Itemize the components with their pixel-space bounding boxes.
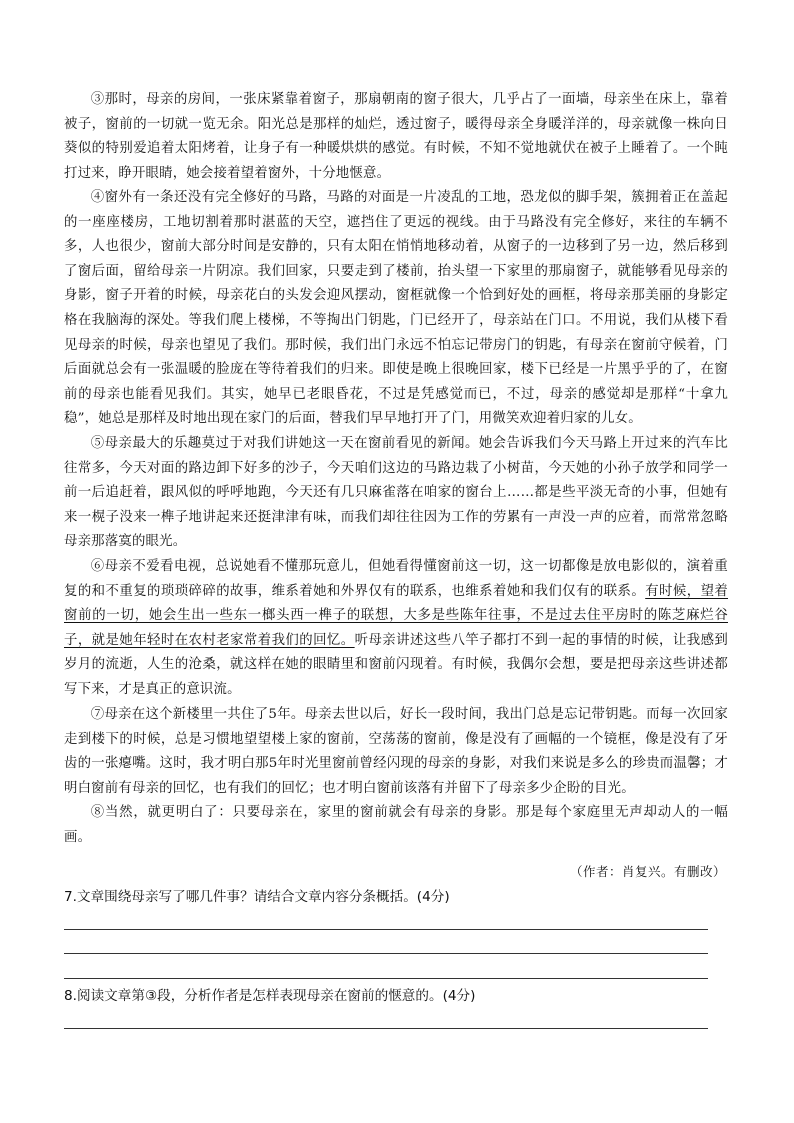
paragraph-6-text-b: 听母亲讲述这些八竿子都打不到一起的事情的时候，让我感到岁月的流逝，人生的沧桑，就这样在她的眼睛里和窗前闪现着。有时候，我偶尔会想，要是把母亲这些讲述都写下来，才是真正的意识流。 xyxy=(64,632,728,697)
paragraph-7: ⑦母亲在这个新楼里一共住了5年。母亲去世以后，好长一段时间，我出门总是忘记带钥匙。而每一次回家走到楼下的时候，总是习惯地望望楼上家的窗前，空荡荡的窗前，像是没有了画幅的一个镜框，像是没有了牙齿的一张瘪嘴。这时，我才明白那5年时光里窗前曾经闪现的母亲的身影，对我们来说是多么的珍贵而温馨；才明白窗前有母亲的回忆，也有我们的回忆；也才明白窗前该落有并留下了母亲多少企盼的目光。 xyxy=(64,707,728,796)
question-7: 7.文章围绕母亲写了哪几件事？请结合文章内容分条概括。(4分) xyxy=(64,889,450,905)
paragraph-6-text-a: ⑥母亲不爱看电视，总说她看不懂那玩意儿，但她看得懂窗前这一切，这一切都像是放电影似的，演着重复的和不重复的琐琐碎碎的故事，维系着她和外界仅有的联系，也维系着她和我们仅有的联系。 xyxy=(64,559,728,599)
paragraph-3: ③那时，母亲的房间，一张床紧靠着窗子，那扇朝南的窗子很大，几乎占了一面墙，母亲坐在床上，靠着被子，窗前的一切就一览无余。阳光总是那样的灿烂，透过窗子，暖得母亲全身暖洋洋的，母亲就像一株向日葵似的特别爱追着太阳烤着，让身子有一种暖烘烘的感觉。有时候，不知不觉地就伏在被子上睡着了。一个盹打过来，睁开眼睛，她会接着望着窗外，十分地惬意。 xyxy=(64,92,728,181)
answer-line-q7-2[interactable] xyxy=(64,953,708,954)
paragraph-6-underlined-sentence: 有时候，望着窗前的一切，她会生出一些东一榔头西一榫子的联想，大多是些陈年往事，不是过去住平房时的陈芝麻烂谷子，就是她年轻时在农村老家常着我们的回忆。 xyxy=(64,583,729,648)
paragraph-5: ⑤母亲最大的乐趣莫过于对我们讲她这一天在窗前看见的新闻。她会告诉我们今天马路上开过来的汽车比往常多，今天对面的路边卸下好多的沙子，今天咱们这边的马路边栽了小树苗，今天她的小孙子放学和同学一前一后追赶着，跟风似的呼呼地跑，今天还有几只麻雀落在咱家的窗台上……都是些平淡无奇的小事，但她有来一榥子没来一榫子地讲起来还挺津津有味，而我们却往往因为工作的劳累有一声没一声的应着，而常常忽略母亲那落寞的眼光。 xyxy=(64,436,728,550)
paragraph-4: ④窗外有一条还没有完全修好的马路，马路的对面是一片凌乱的工地，恐龙似的脚手架，簇拥着正在盖起的一座座楼房，工地切割着那时湛蓝的天空，遮挡住了更远的视线。由于马路没有完全修好，来往的车辆不多，人也很少，窗前大部分时间是安静的，只有太阳在悄悄地移动着，从窗子的一边移到了另一边，然后移到了窗后面，留给母亲一片阴凉。我们回家，只要走到了楼前，抬头望一下家里的那扇窗子，就能够看见母亲的身影，窗子开着的时候，母亲花白的头发会迎风摆动，窗框就像一个恰到好处的画框，将母亲那美丽的身影定格在我脑海的深处。等我们爬上楼梯，不等掏出门钥匙，门已经开了，母亲站在门口。不用说，我们从楼下看见母亲的时候，母亲也望见了我们。那时候，我们出门永远不怕忘记带房门的钥匙，有母亲在窗前守候着，门后面就总会有一张温暖的脸庞在等待着我们的归来。即使是晚上很晚回家，楼下已经是一片黑乎乎的了，在窗前的母亲也能看见我们。其实，她早已老眼昏花，不过是凭感觉而已，不过，母亲的感觉却是那样“十拿九稳”，她总是那样及时地出现在家门的后面，替我们早早地打开了门，用微笑欢迎着归家的儿女。 xyxy=(64,190,728,427)
answer-line-q8-1[interactable] xyxy=(64,1028,708,1029)
paragraph-8: ⑧当然，就更明白了：只要母亲在，家里的窗前就会有母亲的身影。那是每个家庭里无声却动人的一幅画。 xyxy=(64,805,728,845)
author-note: （作者：肖复兴。有删改） xyxy=(569,864,726,879)
answer-line-q7-3[interactable] xyxy=(64,978,708,979)
paragraph-6 xyxy=(64,555,728,703)
answer-line-q7-1[interactable] xyxy=(64,929,708,930)
question-8: 8.阅读文章第③段，分析作者是怎样表现母亲在窗前的惬意的。(4分) xyxy=(64,988,476,1004)
